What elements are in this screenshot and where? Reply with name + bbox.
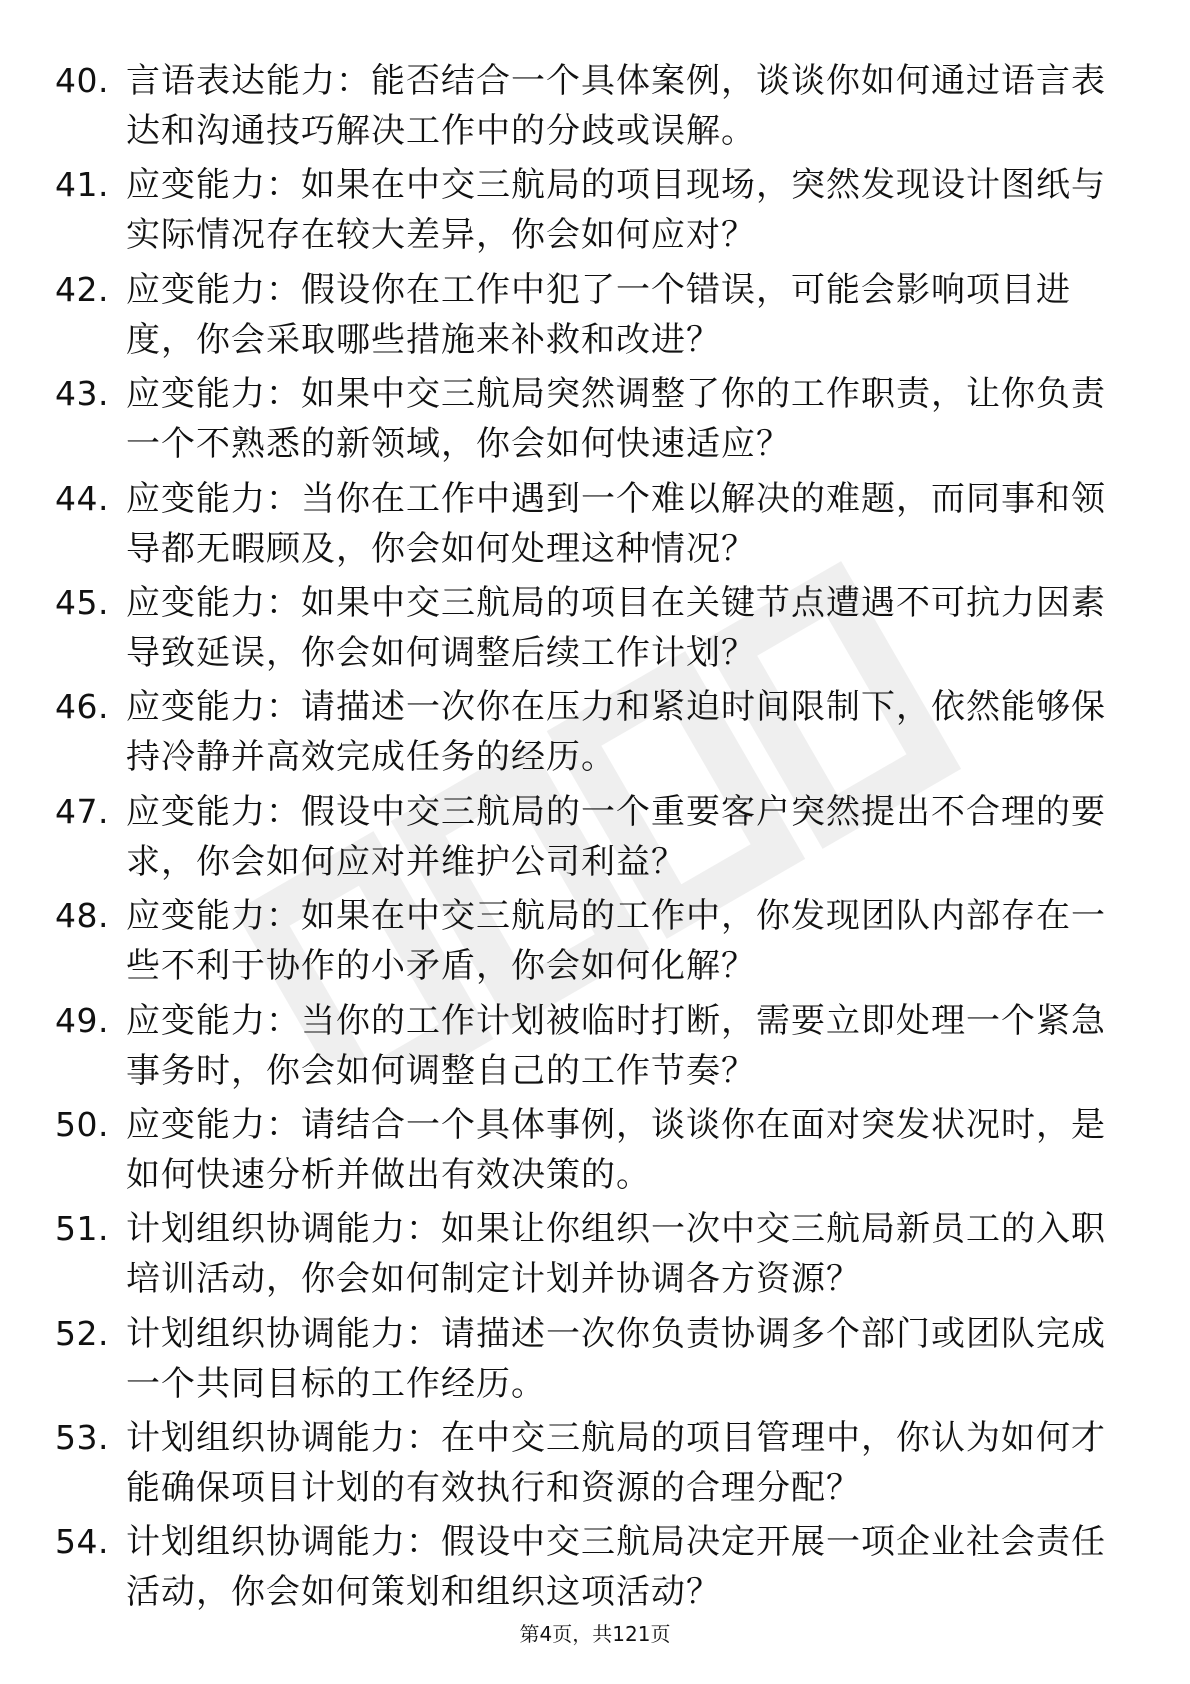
question-text: 应变能力：当你在工作中遇到一个难以解决的难题，而同事和领导都无暇顾及，你会如何处理这种情况？ — [126, 478, 1106, 569]
question-text: 应变能力：如果中交三航局突然调整了你的工作职责，让你负责一个不熟悉的新领域，你会如何快速适应？ — [126, 374, 1106, 465]
question-number: 44. — [55, 478, 109, 518]
page-number-label: 第4页，共121页 — [519, 1622, 671, 1646]
list-item — [0, 777, 1190, 881]
question-text: 应变能力：假设你在工作中犯了一个错误，可能会影响项目进度，你会采取哪些措施来补救和改进？ — [126, 269, 1071, 360]
list-item — [0, 672, 1190, 776]
question-number: 54. — [55, 1522, 109, 1562]
list-item — [0, 1507, 1190, 1611]
question-number: 46. — [55, 687, 109, 727]
list-item — [0, 359, 1190, 463]
list-item — [0, 1194, 1190, 1298]
question-text: 计划组织协调能力：假设中交三航局决定开展一项企业社会责任活动，你会如何策划和组织这项活动？ — [126, 1522, 1106, 1613]
question-text: 应变能力：当你的工作计划被临时打断，需要立即处理一个紧急事务时，你会如何调整自己的工作节奏？ — [126, 1000, 1106, 1091]
question-text: 言语表达能力：能否结合一个具体案例，谈谈你如何通过语言表达和沟通技巧解决工作中的分歧或误解。 — [126, 61, 1106, 151]
question-list — [0, 46, 1190, 1612]
list-item — [0, 986, 1190, 1090]
question-text: 应变能力：假设中交三航局的一个重要客户突然提出不合理的要求，你会如何应对并维护公司利益？ — [126, 791, 1106, 882]
question-number: 53. — [55, 1418, 109, 1458]
question-number: 42. — [55, 269, 109, 309]
question-number: 50. — [55, 1104, 109, 1144]
question-number: 47. — [55, 791, 109, 831]
question-number: 52. — [55, 1313, 109, 1353]
question-text: 应变能力：如果中交三航局的项目在关键节点遭遇不可抗力因素导致延误，你会如何调整后续工作计划？ — [126, 582, 1106, 673]
question-number: 51. — [55, 1209, 109, 1249]
list-item — [0, 46, 1190, 150]
question-text: 计划组织协调能力：如果让你组织一次中交三航局新员工的入职培训活动，你会如何制定计划并协调各方资源？ — [126, 1209, 1106, 1300]
question-text: 计划组织协调能力：请描述一次你负责协调多个部门或团队完成一个共同目标的工作经历。 — [126, 1313, 1106, 1404]
list-item — [0, 1403, 1190, 1507]
question-text: 计划组织协调能力：在中交三航局的项目管理中，你认为如何才能确保项目计划的有效执行和资源的合理分配？ — [126, 1418, 1106, 1509]
list-item — [0, 464, 1190, 568]
list-item — [0, 1090, 1190, 1194]
list-item — [0, 150, 1190, 254]
question-text: 应变能力：如果在中交三航局的项目现场，突然发现设计图纸与实际情况存在较大差异，你会如何应对？ — [126, 165, 1106, 256]
list-item — [0, 568, 1190, 672]
question-text: 应变能力：如果在中交三航局的工作中，你发现团队内部存在一些不利于协作的小矛盾，你会如何化解？ — [126, 896, 1106, 987]
question-text: 应变能力：请描述一次你在压力和紧迫时间限制下，依然能够保持冷静并高效完成任务的经历。 — [126, 687, 1106, 778]
question-number: 48. — [55, 896, 109, 936]
list-item — [0, 1299, 1190, 1403]
page-footer — [0, 1620, 1190, 1648]
list-item — [0, 881, 1190, 985]
question-number: 43. — [55, 374, 109, 414]
question-number: 40. — [55, 61, 109, 100]
question-number: 41. — [55, 165, 109, 205]
question-text: 应变能力：请结合一个具体事例，谈谈你在面对突发状况时，是如何快速分析并做出有效决策的。 — [126, 1104, 1106, 1195]
question-number: 45. — [55, 582, 109, 622]
list-item — [0, 255, 1190, 359]
question-number: 49. — [55, 1000, 109, 1040]
